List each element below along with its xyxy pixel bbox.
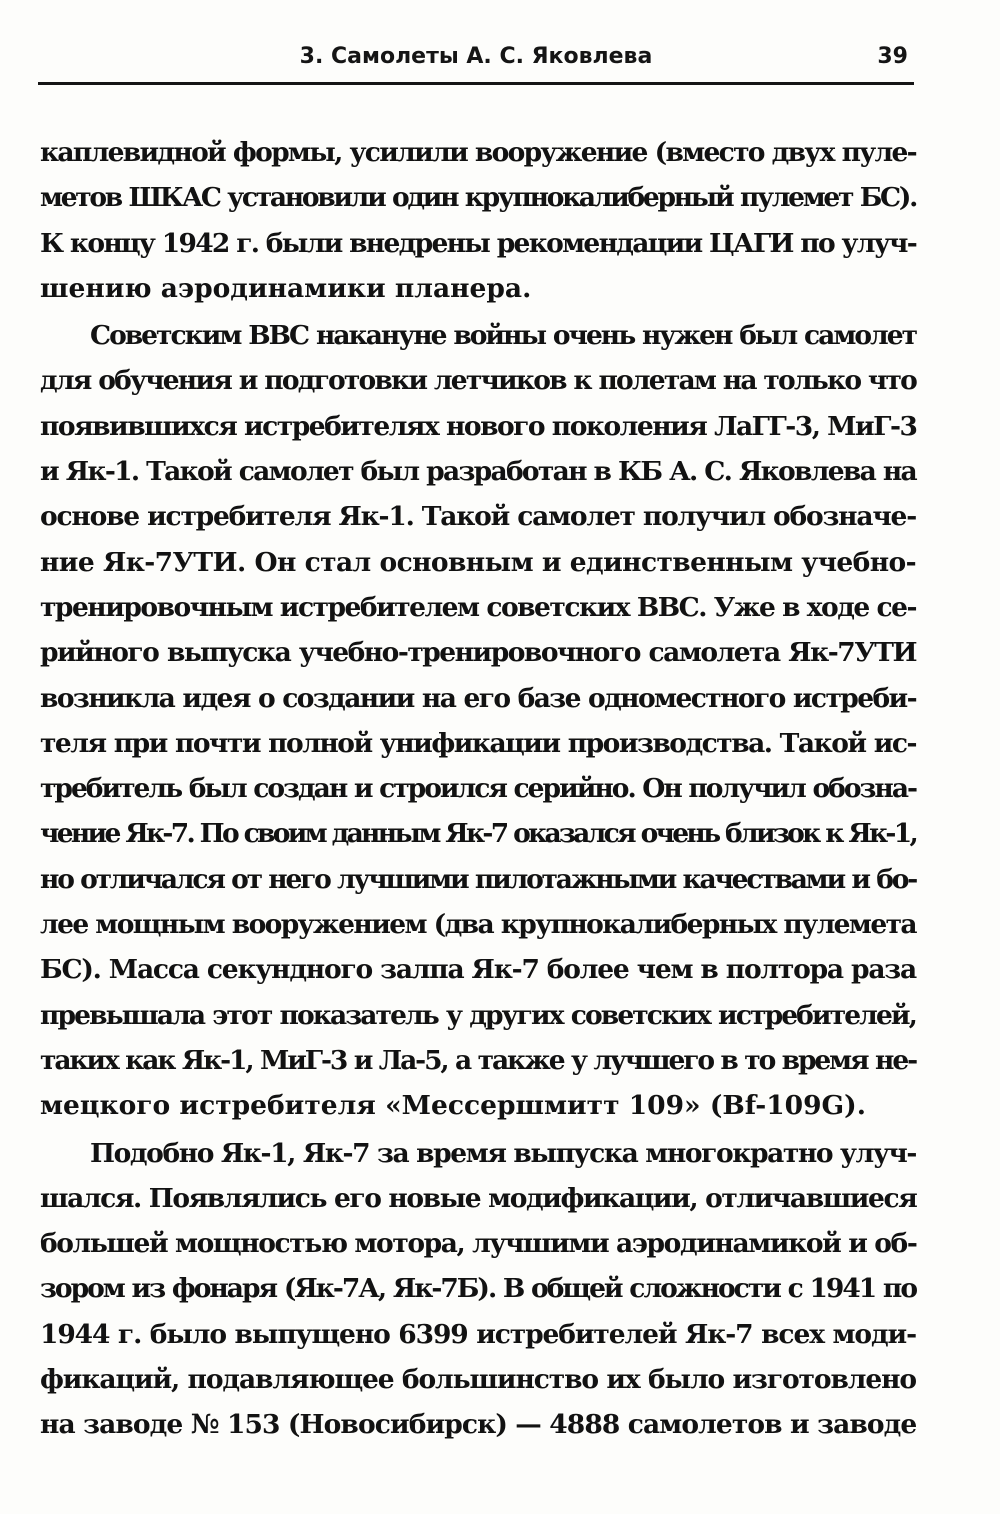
text-line: шению аэродинамики планера. bbox=[40, 272, 532, 304]
text-line: метов ШКАС установили один крупнокалиберный пулемет БС). bbox=[40, 182, 916, 214]
text-line: превышала этот показатель у других советских истребителей, bbox=[40, 999, 916, 1031]
text-line: теля при почти полной унификации производства. Такой ис- bbox=[40, 727, 916, 759]
text-line: Советским ВВС накануне войны очень нужен был самолет bbox=[90, 320, 916, 352]
text-line: рийного выпуска учебно-тренировочного самолета Як-7УТИ bbox=[40, 637, 916, 669]
text-line: возникла идея о создании на его базе одноместного истреби- bbox=[40, 682, 916, 714]
text-line: фикаций, подавляющее большинство их было изготовлено bbox=[40, 1364, 916, 1396]
text-line: мецкого истребителя «Мессершмитт 109» (Bf-109G). bbox=[40, 1090, 866, 1122]
text-line: К концу 1942 г. были внедрены рекомендации ЦАГИ по улуч- bbox=[40, 227, 916, 259]
text-line: ние Як-7УТИ. Он стал основным и единственным учебно- bbox=[40, 546, 916, 578]
running-header bbox=[38, 40, 914, 85]
text-line: и Як-1. Такой самолет был разработан в КБ А. С. Яковлева на bbox=[40, 456, 916, 488]
text-line: чение Як-7. По своим данным Як-7 оказался очень близок к Як-1, bbox=[40, 818, 916, 850]
text-line: шался. Появлялись его новые модификации, отличавшиеся bbox=[40, 1182, 917, 1214]
text-line: основе истребителя Як-1. Такой самолет получил обозначе- bbox=[40, 501, 916, 533]
text-line: каплевидной формы, усилили вооружение (вместо двух пуле- bbox=[40, 137, 916, 168]
text-line: большей мощностью мотора, лучшими аэродинамикой и об- bbox=[40, 1228, 917, 1260]
text-line: таких как Як-1, МиГ-3 и Ла-5, а также у лучшего в то время не- bbox=[40, 1044, 916, 1076]
text-line: появившихся истребителях нового поколения ЛаГГ-3, МиГ-3 bbox=[40, 410, 917, 442]
text-line: но отличался от него лучшими пилотажными качествами и бо- bbox=[40, 863, 916, 895]
text-line: БС). Масса секундного залпа Як-7 более чем в полтора раза bbox=[40, 954, 916, 986]
text-line: Подобно Як-1, Як-7 за время выпуска многократно улуч- bbox=[90, 1137, 916, 1169]
text-line: требитель был создан и строился серийно. Он получил обозна- bbox=[40, 773, 916, 805]
text-line: 1944 г. было выпущено 6399 истребителей Як-7 всех моди- bbox=[40, 1318, 916, 1350]
text-line: тренировочным истребителем советских ВВС. Уже в ходе се- bbox=[40, 591, 916, 623]
text-line: лее мощным вооружением (два крупнокалиберных пулемета bbox=[40, 909, 916, 941]
text-line: зором из фонаря (Як-7А, Як-7Б). В общей сложности с 1941 по bbox=[40, 1273, 916, 1305]
running-title: 3. Самолеты А. С. Яковлева bbox=[299, 44, 653, 69]
paragraph bbox=[40, 130, 916, 311]
page-number: 39 bbox=[877, 44, 908, 69]
paragraph bbox=[40, 313, 916, 1128]
text-line: на заводе № 153 (Новосибирск) — 4888 самолетов и заводе bbox=[40, 1409, 917, 1441]
text-line: для обучения и подготовки летчиков к полетам на только что bbox=[40, 365, 916, 397]
paragraph bbox=[40, 1131, 916, 1448]
body-text bbox=[40, 130, 916, 1448]
